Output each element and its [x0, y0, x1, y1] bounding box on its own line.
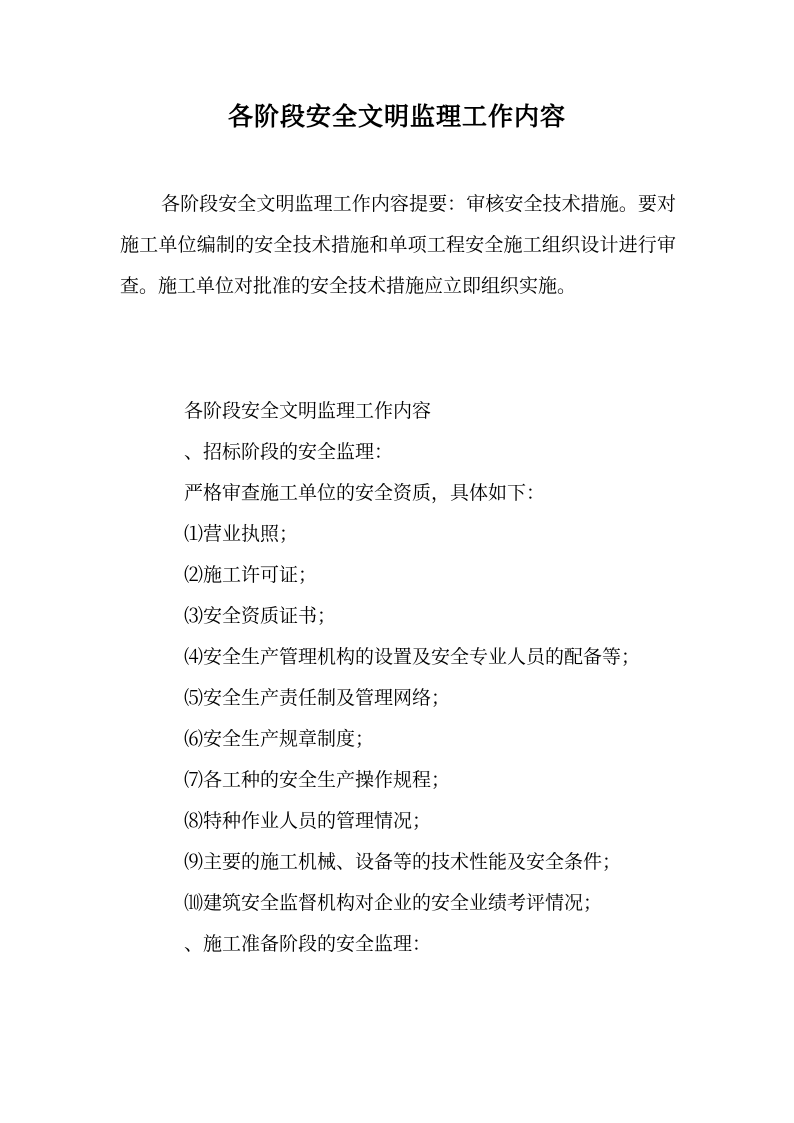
- section-heading: 各阶段安全文明监理工作内容: [184, 400, 432, 422]
- list-item: ⑽建筑安全监督机构对企业的安全业绩考评情况；: [184, 892, 603, 914]
- list-item: ⑹安全生产规章制度；: [184, 728, 375, 750]
- list-item: ⑵施工许可证；: [184, 564, 318, 586]
- list-item: ⑸安全生产责任制及管理网络；: [184, 687, 451, 709]
- section-title-bidding: 、招标阶段的安全监理：: [184, 441, 394, 463]
- list-item: ⑷安全生产管理机构的设置及安全专业人员的配备等；: [184, 646, 641, 668]
- list-item: ⑶安全资质证书；: [184, 605, 337, 627]
- list-item: ⑺各工种的安全生产操作规程；: [184, 769, 451, 791]
- intro-paragraph: 各阶段安全文明监理工作内容提要：审核安全技术措施。要对施工单位编制的安全技术措施和单项工程安全施工组织设计进行审查。施工单位对批准的安全技术措施应立即组织实施。: [120, 193, 676, 297]
- list-item: ⑻特种作业人员的管理情况；: [184, 810, 432, 832]
- list-item: ⑼主要的施工机械、设备等的技术性能及安全条件；: [184, 851, 622, 873]
- content-lines: [120, 391, 676, 965]
- section-title-preparation: 、施工准备阶段的安全监理：: [184, 933, 432, 955]
- list-item: ⑴营业执照；: [184, 523, 299, 545]
- list-intro: 严格审查施工单位的安全资质，具体如下：: [184, 482, 546, 504]
- document-title: 各阶段安全文明监理工作内容: [227, 102, 566, 131]
